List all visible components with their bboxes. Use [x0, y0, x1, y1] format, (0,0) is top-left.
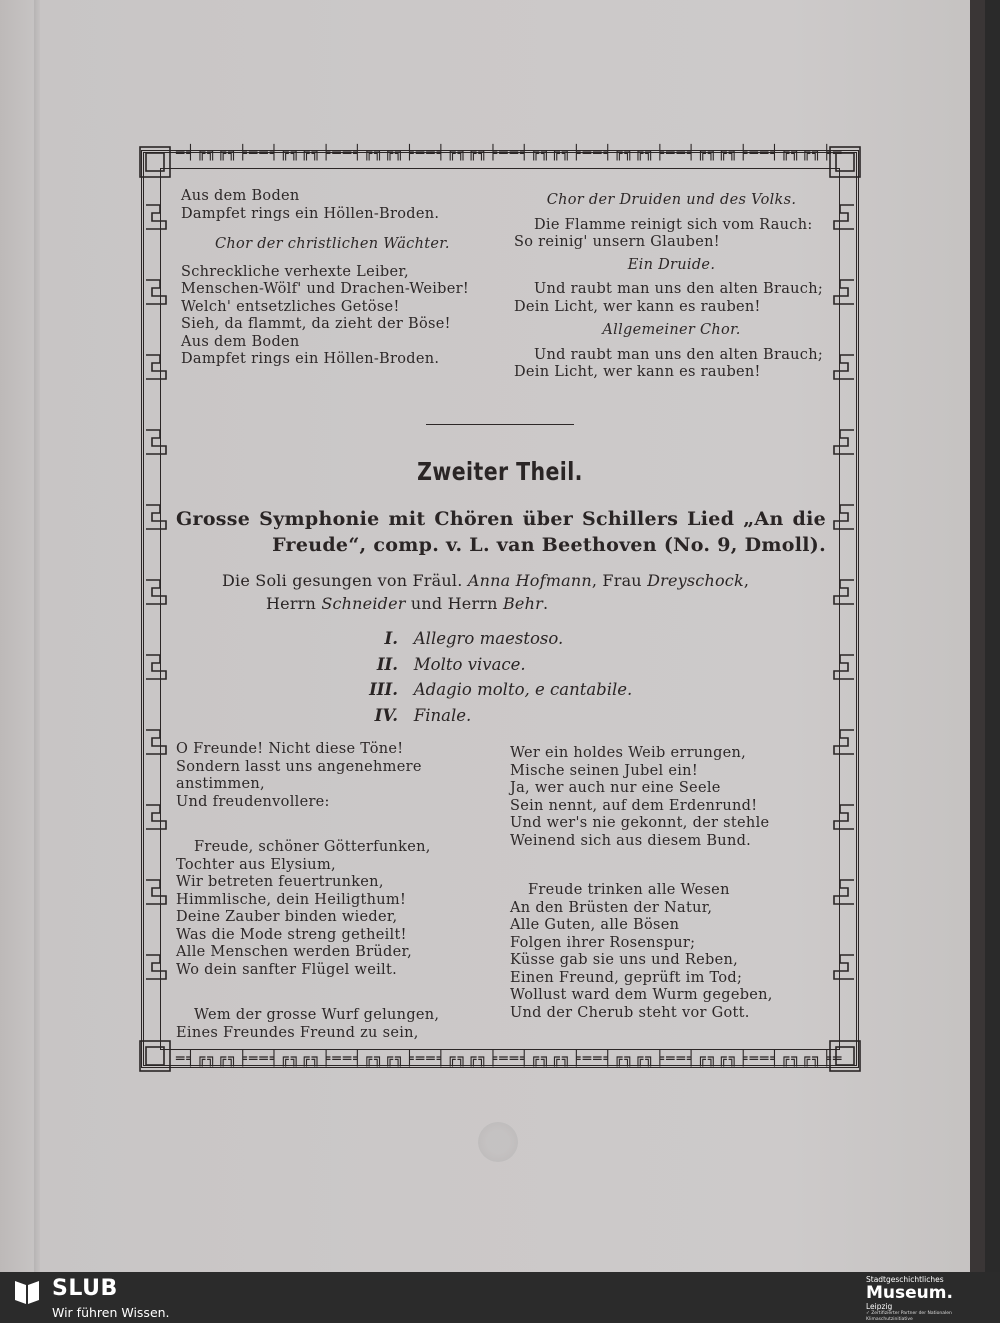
left-column-top	[181, 188, 481, 369]
museum-logo[interactable]	[866, 1275, 996, 1323]
museum-line-1: Stadtgeschichtliches	[866, 1275, 944, 1284]
left-column-bottom	[176, 741, 506, 1042]
text-line: Alle Menschen werden Brüder,	[176, 944, 413, 960]
soloists-prefix: Die Soli gesungen von Fräul.	[222, 571, 463, 590]
soloists-sep: ,	[743, 571, 750, 590]
right-column-bottom	[510, 745, 830, 1022]
text-line: Menschen-Wölf' und Drachen-Weiber!	[181, 281, 469, 297]
text-line: Schreckliche verhexte Leiber,	[181, 263, 409, 280]
text-line: Welch' entsetzliches Getöse!	[181, 298, 400, 315]
movement-name: Adagio molto, e cantabile.	[413, 680, 633, 699]
section-heading: Allgemeiner Chor.	[602, 322, 741, 338]
soloists-sep: , Frau	[591, 571, 642, 590]
text-line: Himmlische, dein Heiligthum!	[176, 891, 407, 908]
text-line: Aus dem Boden	[181, 188, 300, 204]
text-line: Folgen ihrer Rosenspur;	[510, 934, 696, 951]
slub-tagline: Wir führen Wissen.	[52, 1305, 170, 1320]
text-line: Dein Licht, wer kann es rauben!	[514, 298, 761, 315]
soloists-line-2	[222, 592, 826, 615]
text-line: Aus dem Boden	[181, 333, 300, 350]
text-line: Dampfet rings ein Höllen-Broden.	[181, 205, 440, 222]
page-fold	[34, 0, 40, 1272]
text-line: Die Flamme reinigt sich vom Rauch:	[534, 216, 813, 233]
text-line: Ja, wer auch nur eine Seele	[510, 780, 721, 796]
soloists-line	[222, 569, 826, 615]
right-column-top	[514, 192, 829, 382]
section-heading: Chor der christlichen Wächter.	[215, 236, 450, 252]
text-line: Und wer's nie gekonnt, der stehle	[510, 815, 770, 831]
movement-name: Molto vivace.	[413, 654, 526, 674]
text-line: Wollust ward dem Wurm gegeben,	[510, 987, 773, 1003]
text-line: An den Brüsten der Natur,	[510, 899, 713, 916]
movement-number: IV.	[374, 705, 398, 725]
text-line: Tochter aus Elysium,	[176, 856, 336, 873]
movement-name: Finale.	[413, 705, 472, 725]
embossed-stamp	[478, 1122, 518, 1162]
movement-item	[330, 652, 730, 678]
text-line: So reinig' unsern Glauben!	[514, 234, 720, 250]
text-line: Freude trinken alle Wesen	[528, 882, 730, 898]
text-line: Wir betreten feuertrunken,	[176, 874, 384, 890]
section-heading: Ein Druide.	[627, 256, 716, 273]
soloist-name: Anna Hofmann	[467, 571, 592, 590]
text-line: Und raubt man uns den alten Brauch;	[534, 281, 824, 297]
meander-ornament-bottom: ═╡╔╗╔╗╞══╡╔╗╔╗╞══╡╔╗╔╗╞══╡╔╗╔╗╞══╡╔╗╔╗╞══╡╔╗╔╗╞══╡╔╗╔╗╞══╡╔╗╔╗╞═	[176, 1051, 844, 1067]
symphony-subtitle: Grosse Symphonie mit Chören über Schillers Lied „An die Freude“, comp. v. L. van Beethoven (No. 9, Dmoll).	[176, 508, 826, 556]
text-line: Sondern lasst uns angenehmere anstimmen,	[176, 758, 422, 792]
soloists-sep: und Herrn	[410, 594, 498, 613]
movement-item	[330, 677, 730, 703]
text-line: Sein nennt, auf dem Erdenrund!	[510, 797, 758, 814]
section-divider	[426, 424, 574, 425]
text-line: Weinend sich aus diesem Bund.	[510, 832, 752, 849]
text-line: Wo dein sanfter Flügel weilt.	[176, 961, 397, 978]
slub-logo-icon[interactable]	[12, 1277, 42, 1307]
text-line: O Freunde! Nicht diese Töne!	[176, 741, 404, 757]
text-line: Deine Zauber binden wieder,	[176, 909, 398, 925]
slub-name[interactable]: SLUB	[52, 1276, 118, 1301]
soloists-sep: .	[542, 594, 549, 613]
museum-line-4: ✓ Zertifizierter Partner der Nationalen Klimaschutzinitiative	[866, 1311, 952, 1322]
movement-item	[330, 703, 730, 729]
text-line: Alle Guten, alle Bösen	[510, 917, 680, 933]
text-line: Einen Freund, geprüft im Tod;	[510, 969, 743, 986]
text-line: Wem der grosse Wurf gelungen,	[194, 1007, 440, 1023]
soloist-name: Behr	[502, 594, 543, 613]
movement-number: I.	[384, 629, 398, 648]
text-line: Freude, schöner Götterfunken,	[194, 839, 431, 855]
page-edge	[970, 0, 985, 1272]
soloist-name: Schneider	[321, 594, 406, 613]
movement-item	[330, 626, 730, 652]
soloists-prefix: Herrn	[266, 594, 317, 613]
soloist-name: Dreyschock	[647, 571, 744, 590]
text-line: Wer ein holdes Weib errungen,	[510, 745, 747, 761]
text-line: Und freudenvollere:	[176, 793, 330, 810]
section-heading: Chor der Druiden und des Volks.	[546, 192, 797, 208]
text-line: Eines Freundes Freund zu sein,	[176, 1024, 419, 1041]
section-title: Zweiter Theil.	[417, 457, 583, 486]
movement-list	[330, 626, 730, 728]
text-line: Sieh, da flammt, da zieht der Böse!	[181, 316, 451, 332]
movement-number: II.	[376, 654, 398, 674]
meander-ornament-top: ═╡╔╗╔╗╞══╡╔╗╔╗╞══╡╔╗╔╗╞══╡╔╗╔╗╞══╡╔╗╔╗╞══╡╔╗╔╗╞══╡╔╗╔╗╞══╡╔╗╔╗╞═	[176, 145, 844, 161]
text-line: Und raubt man uns den alten Brauch;	[534, 346, 824, 363]
text-line: Dein Licht, wer kann es rauben!	[514, 364, 761, 380]
museum-line-3: Leipzig	[866, 1302, 893, 1311]
text-line: Küsse gab sie uns und Reben,	[510, 952, 739, 968]
text-line: Was die Mode streng getheilt!	[176, 926, 407, 943]
text-line: Und der Cherub steht vor Gott.	[510, 1004, 750, 1021]
movement-number: III.	[369, 680, 398, 699]
text-line: Mische seinen Jubel ein!	[510, 762, 698, 779]
museum-line-2: Museum.	[866, 1283, 953, 1303]
text-line: Dampfet rings ein Höllen-Broden.	[181, 351, 440, 367]
movement-name: Allegro maestoso.	[413, 629, 564, 648]
